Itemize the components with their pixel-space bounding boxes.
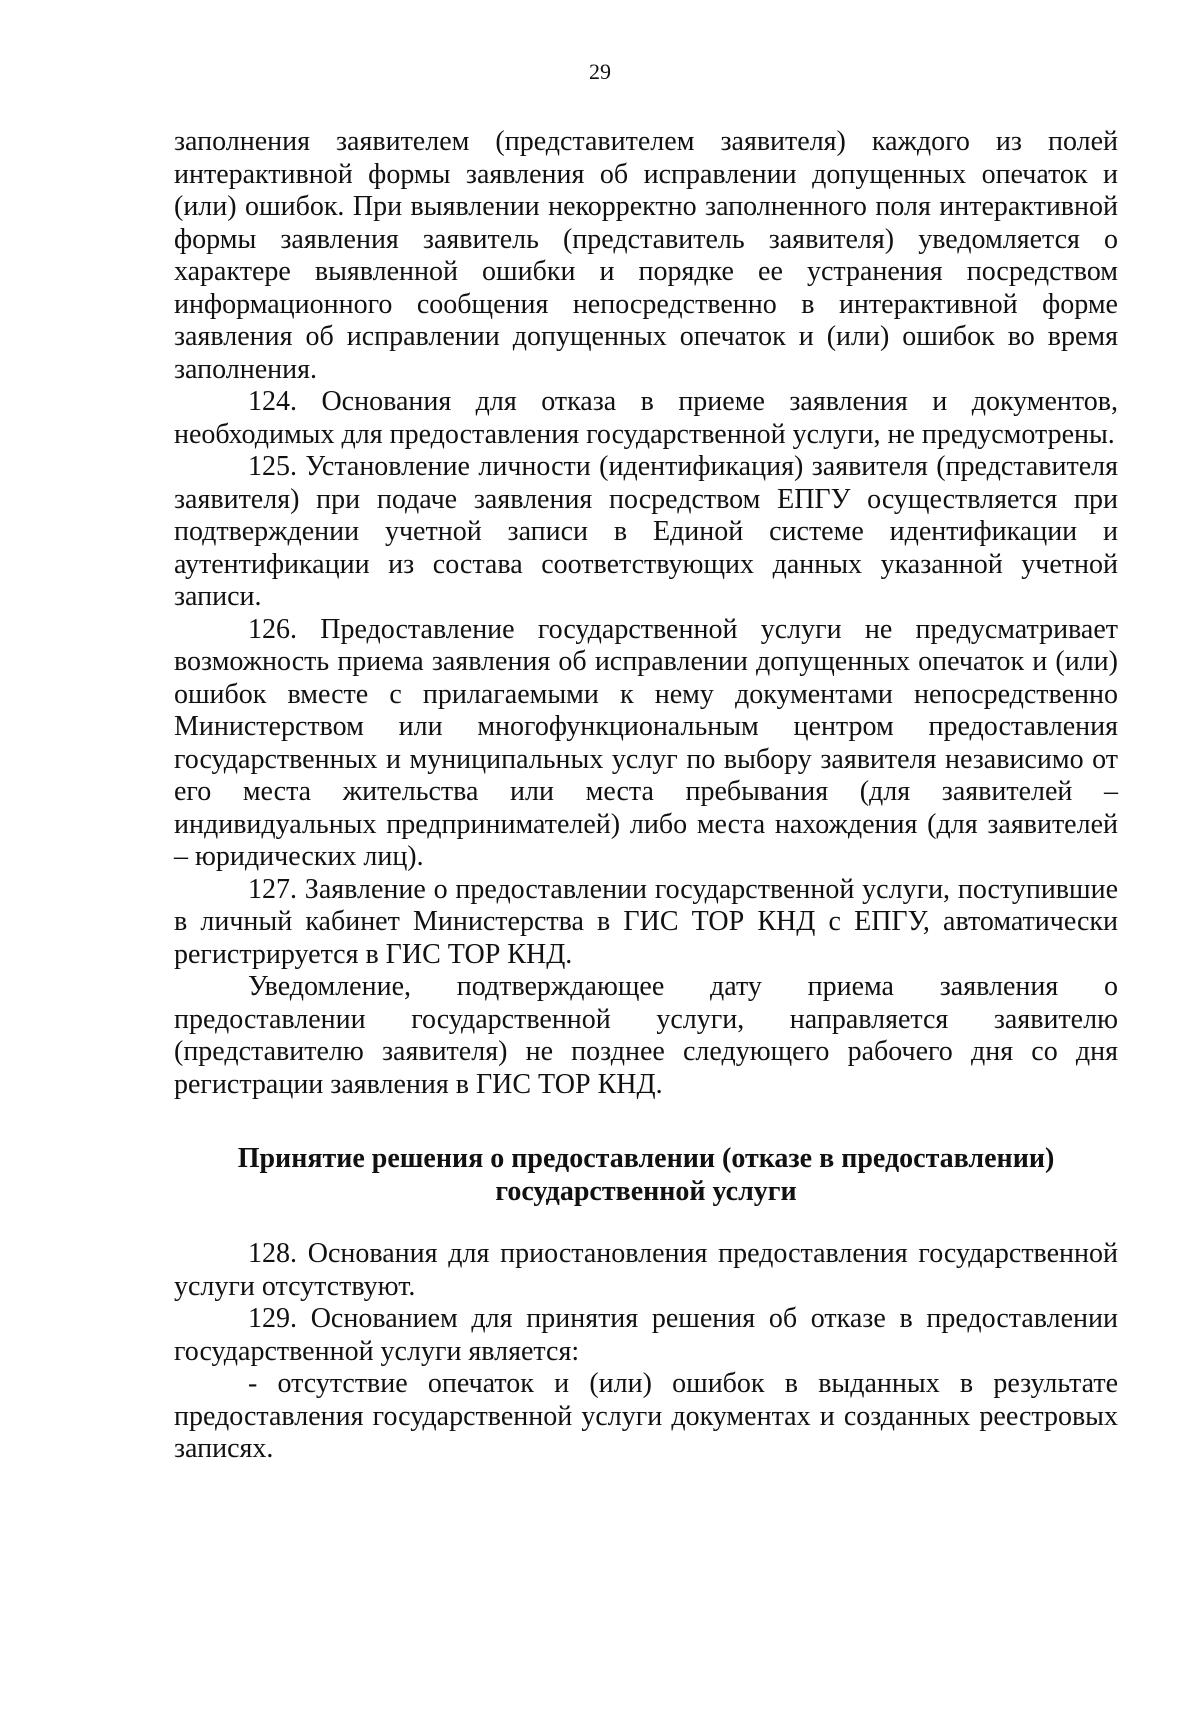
section-heading-line-2: государственной услуги bbox=[495, 1175, 797, 1207]
paragraph-129-item: - отсутствие опечаток и (или) ошибок в выданных в результате предоставления государственной услуги документах и созданных реестровых записях. bbox=[174, 1368, 1118, 1464]
paragraph-127: 127. Заявление о предоставлении государственной услуги, поступившие в личный кабинет Министерства в ГИС ТОР КНД с ЕПГУ, автоматически регистрируется в ГИС ТОР КНД. bbox=[174, 873, 1118, 970]
paragraph-124: 124. Основания для отказа в приеме заявления и документов, необходимых для предоставления государственной услуги, не предусмотрены. bbox=[174, 386, 1118, 450]
paragraph-129: 129. Основанием для принятия решения об отказе в предоставлении государственной услуги является: bbox=[174, 1303, 1118, 1367]
paragraph-125: 125. Установление личности (идентификация) заявителя (представителя заявителя) при подаче заявления посредством ЕПГУ осуществляется при подтверждении учетной записи в Единой системе идентификации и аутентификации из состава соответствующих данных указанной учетной записи. bbox=[174, 451, 1118, 612]
paragraph-126: 126. Предоставление государственной услуги не предусматривает возможность приема заявления об исправлении допущенных опечаток и (или) ошибок вместе с прилагаемыми к нему документами непосредственно Министерством или многофункциональным центром предоставления государственных и муниципальных услуг по выбору заявителя независимо от его места жительства или места пребывания (для заявителей – индивидуальных предпринимателей) либо места нахождения (для заявителей – юридических лиц). bbox=[174, 613, 1118, 872]
paragraph-notification: Уведомление, подтверждающее дату приема заявления о предоставлении государственной услуги, направляется заявителю (представителю заявителя) не позднее следующего рабочего дня со дня регистрации заявления в ГИС ТОР КНД. bbox=[174, 971, 1118, 1100]
section-heading bbox=[174, 1143, 1118, 1208]
document-body bbox=[174, 126, 1118, 1466]
paragraph-continuation: заполнения заявителем (представителем заявителя) каждого из полей интерактивной формы заявления об исправлении допущенных опечаток и (или) ошибок. При выявлении некорректно заполненного поля интерактивной формы заявления заявитель (представитель заявителя) уведомляется о характере выявленной ошибки и порядке ее устранения посредством информационного сообщения непосредственно в интерактивной форме заявления об исправлении допущенных опечаток и (или) ошибок во время заполнения. bbox=[174, 126, 1118, 385]
page-number: 29 bbox=[589, 59, 611, 84]
section-heading-line-1: Принятие решения о предоставлении (отказе в предоставлении) bbox=[237, 1143, 1055, 1174]
paragraph-128: 128. Основания для приостановления предоставления государственной услуги отсутствуют. bbox=[174, 1238, 1118, 1302]
